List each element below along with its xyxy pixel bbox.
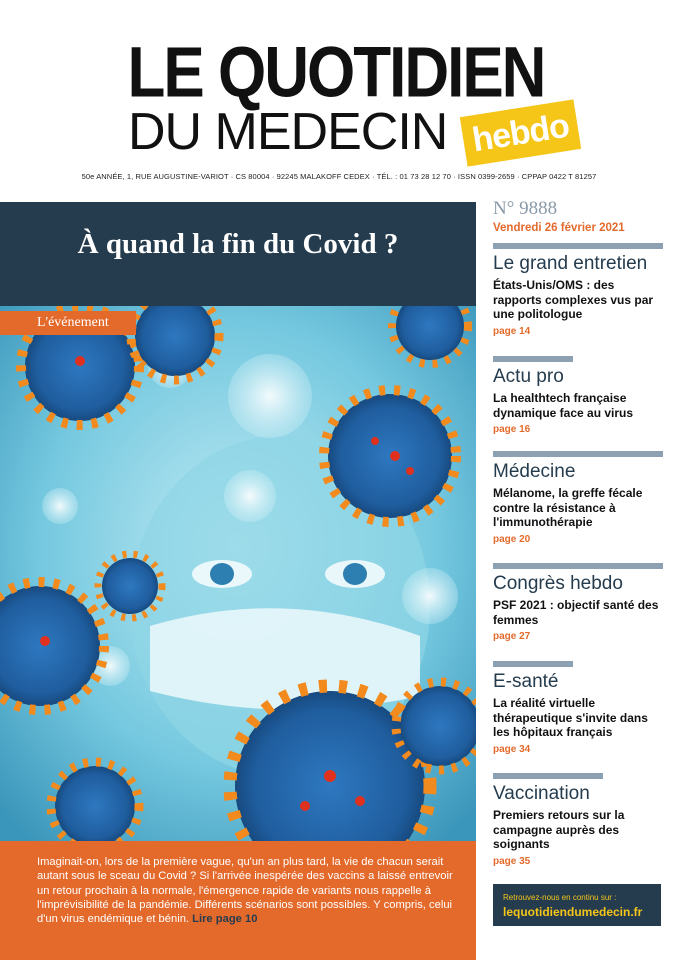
cover-image [0,306,476,841]
read-more-link[interactable]: Lire page 10 [192,913,258,926]
masthead-title-line2: DU MEDECIN [128,103,448,161]
virus-illustration-icon [0,306,476,841]
section-page: page 16 [493,424,531,435]
cover-summary-text: Imaginait-on, lors de la première vague, qu'un an plus tard, la vie de chacun serait autant sous le sceau du Covid ? Si l'arrivée inespérée des vaccins a laissé entrevoir un retour prochain à la normale, l'émergence rapide de variants nous rappelle à l'imprévisibilité de la pandémie. Différents scénarios sont possibles. Y compris, celui d'un virus endémique et bénin. [37,856,453,926]
section-label: Le grand entretien [493,253,648,274]
section-e-sante[interactable] [493,661,663,755]
section-divider [493,773,603,779]
section-congres-hebdo[interactable] [493,563,663,642]
section-grand-entretien[interactable] [493,243,663,337]
section-divider [493,451,663,457]
section-headline: La healthtech française dynamique face au virus [493,391,634,420]
website-promo-caption: Retrouvez-nous en continu sur : [503,893,617,902]
section-label: Congrès hebdo [493,573,623,594]
hebdo-badge-label: hebdo [469,106,572,159]
issue-number: N° 9888 [493,198,558,219]
section-label: E-santé [493,671,559,692]
section-page: page 27 [493,631,531,642]
section-headline: PSF 2021 : objectif santé des femmes [493,598,659,627]
masthead [0,0,678,195]
section-divider [493,243,663,249]
section-label: Médecine [493,461,576,482]
section-divider [493,661,573,667]
cover-title: À quand la fin du Covid ? [77,228,399,260]
section-page: page 20 [493,533,531,545]
website-url-link[interactable]: lequotidiendumedecin.fr [503,905,643,919]
section-page: page 35 [493,855,531,867]
section-label: Actu pro [493,366,564,387]
section-vaccination[interactable] [493,773,663,867]
section-headline: États-Unis/OMS : des rapports complexes vus par une politologue [493,278,654,321]
section-headline: La réalité virtuelle thérapeutique s'invite dans les hôpitaux français [493,696,648,739]
section-actu-pro[interactable] [493,356,663,435]
section-divider [493,356,573,362]
section-page: page 14 [493,325,531,337]
section-page: page 34 [493,743,531,755]
publisher-address: 50e ANNÉE, 1, RUE AUGUSTINE-VARIOT · CS 80004 · 92245 MALAKOFF CEDEX · TÉL. : 01 73 28 12 70 · ISSN 0399-2659 · CPPAP 0422 T 81257 [81,172,597,181]
event-tag: L'événement [0,311,136,335]
section-label: Vaccination [493,783,590,804]
section-headline: Mélanome, la greffe fécale contre la résistance à l'immunothérapie [493,486,643,529]
section-headline: Premiers retours sur la campagne auprès des soignants [493,808,625,851]
masthead-title-line1: LE QUOTIDIEN [127,33,545,113]
section-divider [493,563,663,569]
cover-summary [37,855,457,926]
issue-date: Vendredi 26 février 2021 [493,222,625,234]
section-medecine[interactable] [493,451,663,545]
